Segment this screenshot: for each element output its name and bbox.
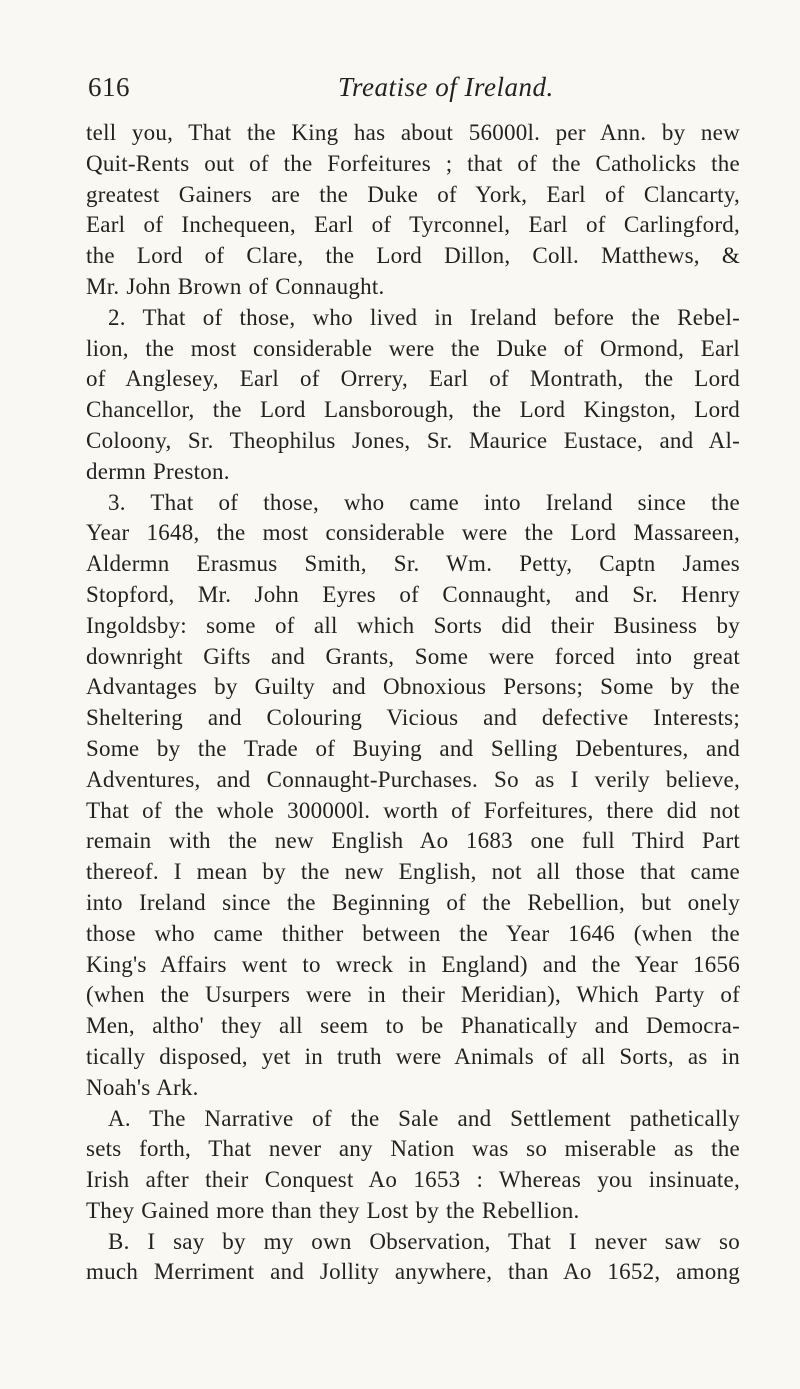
text-line: A. The Narrative of the Sale and Settlement pathetically — [108, 1105, 740, 1131]
text-line: greatest Gainers are the Duke of York, Earl of Clancarty, — [86, 181, 740, 207]
text-line: They Gained more than they Lost by the Rebellion. — [86, 1197, 580, 1223]
text-line: thereof. I mean by the new English, not all those that came — [86, 859, 740, 885]
text-line: into Ireland since the Beginning of the Rebellion, but onely — [86, 889, 740, 915]
text-line: Stopford, Mr. John Eyres of Connaught, and Sr. Henry — [86, 581, 740, 607]
text-line: lion, the most considerable were the Duke of Ormond, Earl — [86, 335, 740, 361]
text-line: downright Gifts and Grants, Some were forced into great — [86, 643, 740, 669]
text-line: Mr. John Brown of Connaught. — [86, 273, 385, 299]
text-line: That of the whole 300000l. worth of Forfeitures, there did not — [86, 797, 740, 823]
page-number: 616 — [88, 72, 130, 102]
text-line: Ingoldsby: some of all which Sorts did their Business by — [86, 612, 740, 638]
text-line: Advantages by Guilty and Obnoxious Persons; Some by the — [86, 674, 740, 700]
text-line: tically disposed, yet in truth were Animals of all Sorts, as in — [86, 1043, 740, 1069]
text-line: Sheltering and Colouring Vicious and defective Interests; — [86, 705, 740, 731]
body-text — [86, 118, 740, 1288]
text-line: Some by the Trade of Buying and Selling Debentures, and — [86, 735, 740, 761]
text-line: Quit-Rents out of the Forfeitures ; that of the Catholicks the — [86, 150, 740, 176]
text-line: 2. That of those, who lived in Ireland before the Rebel- — [108, 304, 740, 330]
running-title: Treatise of Ireland. — [338, 72, 554, 102]
text-line: of Anglesey, Earl of Orrery, Earl of Montrath, the Lord — [86, 366, 740, 392]
text-line: Adventures, and Connaught-Purchases. So as I verily believe, — [86, 766, 740, 792]
text-line: (when the Usurpers were in their Meridian), Which Party of — [86, 982, 740, 1008]
text-line: sets forth, That never any Nation was so miserable as the — [86, 1136, 740, 1162]
text-line: remain with the new English Ao 1683 one full Third Part — [86, 828, 740, 854]
text-line: Aldermn Erasmus Smith, Sr. Wm. Petty, Captn James — [86, 551, 740, 577]
text-line: Irish after their Conquest Ao 1653 : Whereas you insinuate, — [86, 1167, 740, 1193]
text-line: much Merriment and Jollity anywhere, than Ao 1652, among — [86, 1259, 740, 1285]
text-line: Men, altho' they all seem to be Phanatically and Democra- — [86, 1013, 740, 1039]
text-line: Coloony, Sr. Theophilus Jones, Sr. Maurice Eustace, and Al- — [86, 427, 740, 453]
text-line: Earl of Inchequeen, Earl of Tyrconnel, Earl of Carlingford, — [86, 212, 740, 238]
page-header — [88, 72, 738, 112]
text-line: Noah's Ark. — [86, 1074, 199, 1100]
text-line: the Lord of Clare, the Lord Dillon, Coll. Matthews, & — [86, 243, 740, 269]
text-line: those who came thither between the Year 1646 (when the — [86, 920, 740, 946]
text-line: tell you, That the King has about 56000l. per Ann. by new — [86, 120, 740, 145]
text-line: dermn Preston. — [86, 458, 230, 484]
text-line: Chancellor, the Lord Lansborough, the Lord Kingston, Lord — [86, 397, 740, 423]
text-line: King's Affairs went to wreck in England) and the Year 1656 — [86, 951, 740, 977]
text-line: Year 1648, the most considerable were the Lord Massareen, — [86, 520, 740, 546]
text-line: B. I say by my own Observation, That I never saw so — [108, 1228, 740, 1254]
text-line: 3. That of those, who came into Ireland since the — [108, 489, 740, 515]
